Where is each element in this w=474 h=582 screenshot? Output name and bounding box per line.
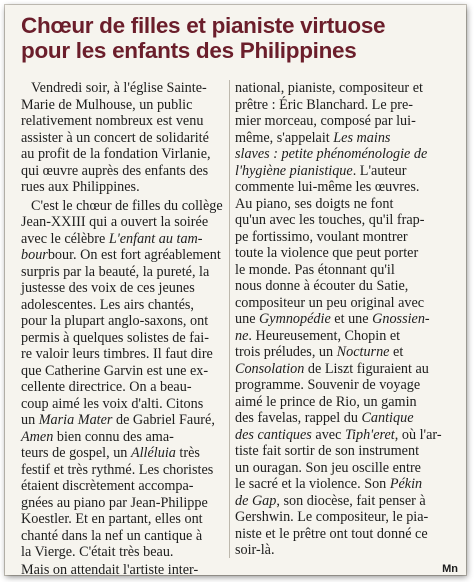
text-line bbox=[21, 445, 226, 462]
text-line: cellente directrice. On a beau- bbox=[21, 379, 192, 395]
text-span: bour. On est fort agréablement bbox=[47, 247, 221, 263]
text-line: C'est le chœur de filles du collège bbox=[31, 197, 223, 214]
work-title: l'hygiène pianistique bbox=[235, 162, 353, 179]
text-line: niste et le prêtre ont tout donné ce bbox=[235, 525, 428, 542]
work-title: Gymnopédie bbox=[259, 311, 331, 327]
text-line: Au piano, ses doigts ne font bbox=[235, 195, 394, 212]
text-span: des favelas, rappel du bbox=[235, 410, 362, 426]
headline-line-2: pour les enfants des Philippines bbox=[21, 38, 357, 63]
text-line: soir-là. bbox=[235, 542, 275, 558]
work-title: bour bbox=[21, 247, 48, 263]
text-line: qui œuvre auprès des enfants des bbox=[21, 162, 209, 179]
text-line: un ouragan. Son jeu oscille entre bbox=[235, 459, 421, 476]
work-title: de Gap bbox=[235, 492, 277, 509]
text-line: au profit de la fondation Virlanie, bbox=[21, 146, 211, 162]
text-line: aimé le prince de Rio, un gamin bbox=[235, 393, 417, 410]
text-line: relativement nombreux est venu bbox=[21, 113, 204, 129]
text-span: teurs de gospel, un bbox=[21, 445, 131, 461]
text-line: le monde. Pas étonnant qu'il bbox=[235, 261, 395, 278]
text-line: national, pianiste, compositeur et bbox=[235, 80, 423, 96]
newspaper-clipping bbox=[5, 5, 466, 575]
text-span: une bbox=[235, 311, 260, 327]
column-divider bbox=[229, 80, 230, 558]
text-line: festif et très rythmé. Les choristes bbox=[21, 461, 214, 478]
text-line: chanté dans la nef un cantique à bbox=[21, 527, 203, 544]
text-line: re valoir leurs timbres. Il faut dire bbox=[21, 346, 213, 362]
text-line: programme. Souvenir de voyage bbox=[235, 377, 421, 393]
work-title: Alléluia bbox=[130, 445, 176, 461]
work-title: Nocturne bbox=[336, 344, 390, 360]
text-line: tiste fait sortir de son instrument bbox=[235, 443, 420, 459]
text-line: permis à quelques solistes de fai- bbox=[21, 329, 209, 346]
text-line: Marie de Mulhouse, un public bbox=[21, 96, 193, 113]
work-title: Pékin bbox=[389, 476, 423, 492]
article-column-left bbox=[21, 80, 226, 561]
text-span: de Liszt figuraient au bbox=[304, 360, 429, 377]
work-title: Consolation bbox=[235, 360, 305, 377]
headline bbox=[21, 13, 461, 63]
text-span: avec le célèbre bbox=[21, 230, 109, 247]
text-span: même, s'appelait bbox=[235, 129, 334, 146]
text-line: la Vierge. C'était très beau. bbox=[21, 544, 174, 560]
text-span: . Heureusement, Chopin et bbox=[248, 327, 401, 344]
text-line: pe fortissimo, voulant montrer bbox=[235, 228, 408, 245]
text-line: nous donne à écouter du Satie, bbox=[235, 278, 409, 294]
text-line bbox=[235, 493, 457, 510]
text-line: surpris par la beauté, la pureté, la bbox=[21, 263, 210, 280]
headline-line-1: Chœur de filles et pianiste virtuose bbox=[21, 13, 386, 38]
text-line bbox=[235, 361, 457, 378]
text-span: . L'auteur bbox=[352, 162, 407, 179]
text-line: Koestler. Et en partant, elles ont bbox=[21, 511, 203, 527]
work-title: Cantique bbox=[361, 410, 414, 426]
text-line: mier morceau, composé par lui- bbox=[235, 113, 416, 129]
text-line bbox=[21, 412, 226, 429]
text-line: coup aimé les voix d'alti. Citons bbox=[21, 395, 204, 412]
text-line: Gershwin. Le compositeur, le pia- bbox=[235, 509, 429, 525]
text-span: et bbox=[389, 344, 404, 360]
text-line bbox=[21, 247, 226, 264]
text-span: le sacré et la violence. Son bbox=[235, 476, 390, 492]
text-line bbox=[235, 146, 457, 163]
text-line: gnées au piano par Jean-Philippe bbox=[21, 494, 208, 511]
text-line: commente lui-même les œuvres. bbox=[235, 179, 420, 195]
work-title: Amen bbox=[21, 428, 54, 445]
text-line: prêtre : Éric Blanchard. Le pre- bbox=[235, 96, 414, 113]
text-span: un bbox=[21, 412, 39, 428]
work-title: Maria Mater bbox=[38, 412, 113, 428]
text-span: trois préludes, un bbox=[235, 344, 337, 360]
text-line bbox=[21, 231, 226, 248]
text-line: étaient discrètement accompa- bbox=[21, 478, 194, 494]
text-line bbox=[235, 427, 457, 444]
text-line: Jean-XXIII qui a ouvert la soirée bbox=[21, 214, 209, 230]
text-span: avec bbox=[311, 426, 345, 443]
text-line: compositeur un peu original avec bbox=[235, 294, 425, 311]
cut-off-line: Mais on attendait l'artiste inter- bbox=[21, 562, 199, 574]
work-title: des cantiques bbox=[235, 426, 312, 443]
text-line bbox=[235, 130, 457, 147]
work-title: Les mains bbox=[333, 129, 391, 146]
text-line: rues aux Philippines. bbox=[21, 179, 140, 195]
text-line: que Catherine Garvin est une ex- bbox=[21, 362, 209, 379]
work-title: slaves : petite phénoménologie de bbox=[235, 146, 428, 162]
text-line bbox=[235, 311, 457, 328]
article-column-right bbox=[235, 80, 457, 559]
text-line: pour la plupart anglo-saxons, ont bbox=[21, 313, 209, 329]
text-line bbox=[235, 163, 457, 180]
text-line bbox=[21, 429, 226, 446]
text-line bbox=[235, 328, 457, 345]
work-title: ne bbox=[235, 327, 249, 344]
text-span: et une bbox=[330, 311, 373, 327]
text-span: , où l'ar- bbox=[394, 426, 442, 443]
text-line bbox=[235, 410, 457, 427]
text-span: de Gabriel Fauré, bbox=[112, 412, 215, 428]
author-signature: Mn bbox=[442, 563, 458, 575]
work-title: L'enfant au tam- bbox=[108, 230, 203, 247]
text-span: bien connu des ama- bbox=[53, 428, 174, 445]
text-line: assister à un concert de solidarité bbox=[21, 129, 209, 146]
text-line: qu'un avec les touches, qu'il frap- bbox=[235, 212, 425, 228]
text-line bbox=[235, 476, 457, 493]
text-span: , son diocèse, fait penser à bbox=[276, 492, 426, 509]
text-line: toute la violence que peut porter bbox=[235, 245, 419, 261]
text-line: Vendredi soir, à l'église Sainte- bbox=[31, 80, 207, 96]
text-line: justesse des voix de ces jeunes bbox=[21, 280, 195, 296]
text-line: adolescentes. Les airs chantés, bbox=[21, 296, 194, 313]
work-title: Tiph'eret bbox=[344, 426, 395, 443]
work-title: Gnossien- bbox=[372, 311, 430, 327]
text-line bbox=[235, 344, 457, 361]
text-span: très bbox=[175, 445, 200, 461]
